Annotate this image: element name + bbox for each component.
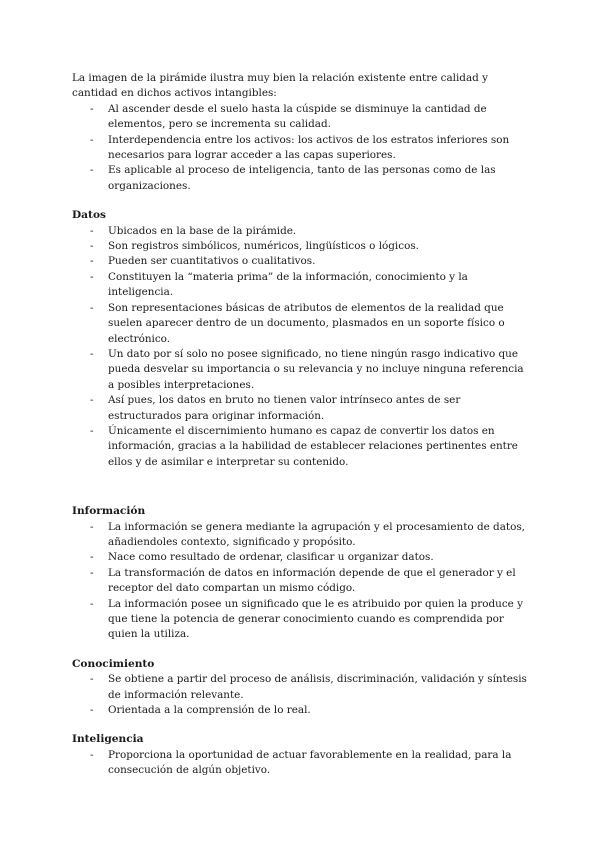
bullet-dash: - bbox=[90, 551, 94, 564]
list-item: - Un dato por sí solo no posee significado, no tiene ningún rasgo indicativo que pueda desvelar su importancia o su relevancia y no incluye ninguna referencia a posibles interpretaciones. bbox=[90, 347, 524, 391]
list-item: - La información se genera mediante la agrupación y el procesamiento de datos, añadiendoles contexto, significado y propósito. bbox=[90, 520, 525, 548]
list-item: - Orientada a la comprensión de lo real. bbox=[72, 703, 532, 718]
bullet-dash: - bbox=[90, 673, 94, 686]
inteligencia-list bbox=[72, 748, 532, 779]
list-item: - Así pues, los datos en bruto no tienen valor intrínseco antes de ser estructurados para originar información. bbox=[90, 394, 461, 422]
bullet-dash: - bbox=[90, 347, 94, 360]
section-title-inteligencia: Inteligencia bbox=[72, 733, 144, 746]
bullet-dash: - bbox=[90, 255, 94, 268]
section-title-datos: Datos bbox=[72, 209, 106, 222]
datos-list bbox=[72, 224, 532, 471]
bullet-dash: - bbox=[90, 224, 94, 237]
bullet-dash: - bbox=[90, 424, 94, 437]
list-item: - La transformación de datos en información depende de que el generador y el receptor del dato compartan un mismo código. bbox=[90, 566, 516, 595]
list-item: - Únicamente el discernimiento humano es capaz de convertir los datos en información, gracias a la habilidad de establecer relaciones pertinentes entre ellos y de asimilar e interpretar su contenido. bbox=[90, 424, 518, 468]
bullet-dash: - bbox=[90, 597, 94, 610]
bullet-dash: - bbox=[90, 164, 94, 177]
list-item: - Constituyen la “materia prima” de la información, conocimiento y la inteligencia. bbox=[90, 270, 468, 299]
list-item: - Nace como resultado de ordenar, clasificar u organizar datos. bbox=[72, 550, 532, 565]
list-item: - Son registros simbólicos, numéricos, lingüísticos o lógicos. bbox=[72, 239, 532, 254]
list-item: - Ubicados en la base de la pirámide. bbox=[72, 224, 532, 239]
list-item: - Se obtiene a partir del proceso de análisis, discriminación, validación y síntesis de información relevante. bbox=[90, 673, 527, 701]
bullet-dash: - bbox=[90, 566, 94, 579]
informacion-list bbox=[72, 520, 532, 643]
bullet-dash: - bbox=[90, 240, 94, 253]
section-title-informacion: Información bbox=[72, 505, 146, 518]
list-item: - Proporciona la oportunidad de actuar favorablemente en la realidad, para la consecución de algún objetivo. bbox=[90, 748, 512, 777]
bullet-dash: - bbox=[90, 102, 94, 115]
list-item: - Son representaciones básicas de atributos de elementos de la realidad que suelen aparecer dentro de un documento, plasmados en un soporte físico o electrónico. bbox=[90, 301, 505, 345]
bullet-dash: - bbox=[90, 748, 94, 761]
intro-list bbox=[72, 102, 532, 194]
bullet-dash: - bbox=[90, 301, 94, 314]
bullet-dash: - bbox=[90, 704, 94, 717]
list-item: - La información posee un significado que le es atribuido por quien la produce y que tiene la potencia de generar conocimiento cuando es comprendida por quien la utiliza. bbox=[90, 597, 523, 641]
bullet-dash: - bbox=[90, 133, 94, 146]
list-item: - Interdependencia entre los activos: los activos de los estratos inferiores son necesarios para lograr acceder a las capas superiores. bbox=[90, 133, 510, 162]
bullet-dash: - bbox=[90, 520, 94, 533]
intro-paragraph: La imagen de la pirámide ilustra muy bien la relación existente entre calidad y cantidad en dichos activos intangibles: bbox=[72, 72, 488, 100]
document-page bbox=[72, 71, 532, 779]
section-title-conocimiento: Conocimiento bbox=[72, 657, 155, 670]
bullet-dash: - bbox=[90, 394, 94, 407]
bullet-dash: - bbox=[90, 270, 94, 283]
list-item: - Al ascender desde el suelo hasta la cúspide se disminuye la cantidad de elementos, pero se incrementa su calidad. bbox=[90, 102, 487, 131]
list-item: - Pueden ser cuantitativos o cualitativos. bbox=[72, 254, 532, 269]
conocimiento-list bbox=[72, 672, 532, 718]
list-item: - Es aplicable al proceso de inteligencia, tanto de las personas como de las organizaciones. bbox=[90, 164, 496, 192]
